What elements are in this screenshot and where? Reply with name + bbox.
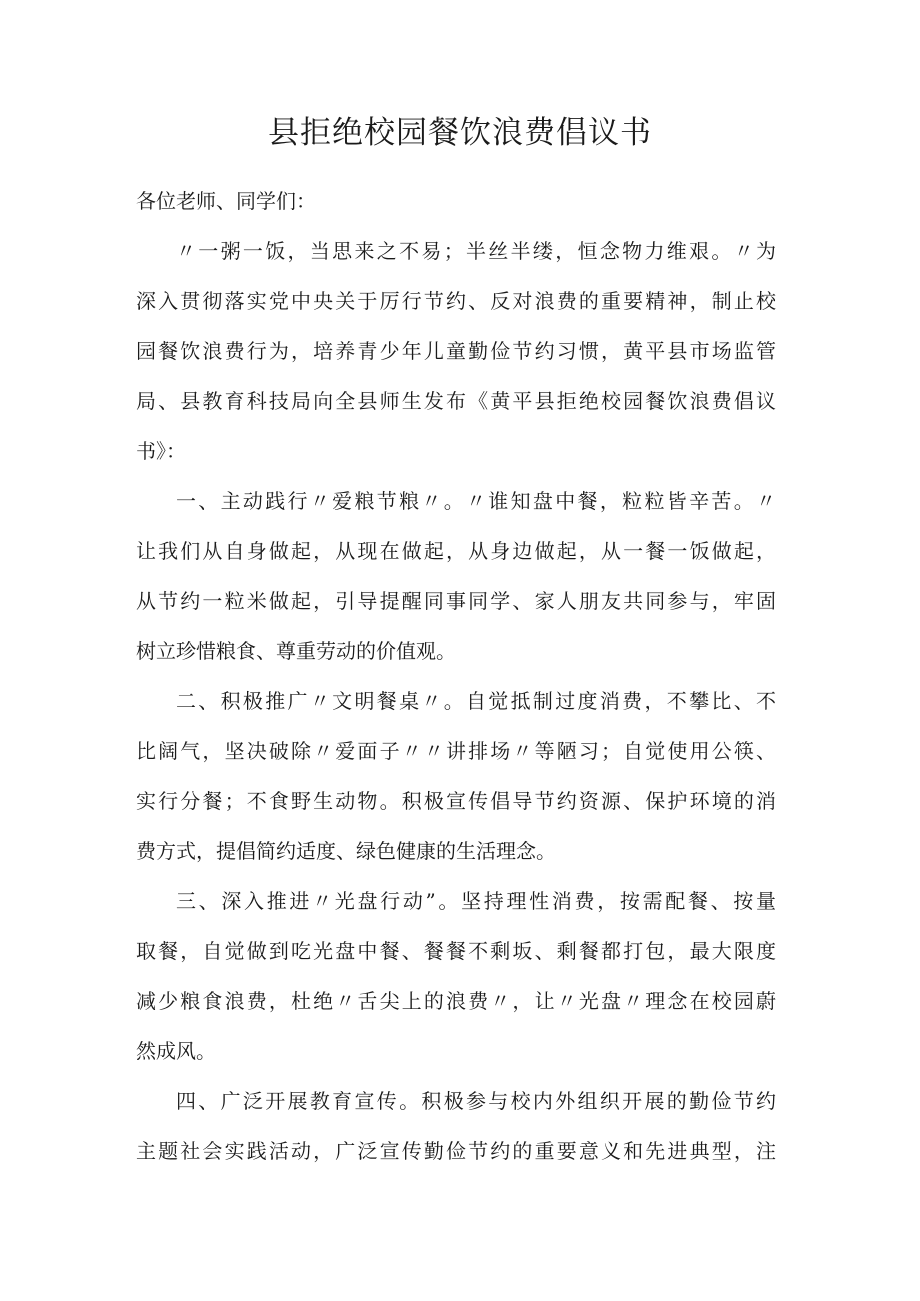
text-line: 主题社会实践活动，广泛宣传勤俭节约的重要意义和先进典型，注 [136,1139,776,1163]
text-line: 四、广泛开展教育宣传。积极参与校内外组织开展的勤俭节约 [176,1089,776,1113]
text-line: 二、积极推广〃文明餐桌〃。自觉抵制过度消费，不攀比、不 [176,689,776,713]
document-title: 县拒绝校园餐饮浪费倡议书 [268,115,652,151]
text-line: 从节约一粒米做起，引导提醒同事同学、家人朋友共同参与，牢固 [136,589,776,613]
text-line: 让我们从自身做起，从现在做起，从身边做起，从一餐一饭做起， [136,539,776,563]
text-line: 〃一粥一饭，当思来之不易；半丝半缕，恒念物力维艰。〃为 [176,239,776,263]
text-line: 一、主动践行〃爱粮节粮〃。〃谁知盘中餐，粒粒皆辛苦。〃 [176,489,776,513]
text-line: 深入贯彻落实党中央关于厉行节约、反对浪费的重要精神，制止校 [136,289,776,313]
text-line: 比阔气，坚决破除〃爱面子〃〃讲排场〃等陋习；自觉使用公筷、 [136,739,776,763]
salutation: 各位老师、同学们： [136,189,316,213]
paragraph-intro [136,226,776,476]
text-line: 树立珍惜粮食、尊重劳动的价值观。 [136,639,456,663]
text-line: 三、深入推进〃光盘行动”。坚持理性消费，按需配餐、按量 [176,889,776,913]
text-line: 然成风。 [136,1039,216,1063]
text-line: 减少粮食浪费，杜绝〃舌尖上的浪费〃，让〃光盘〃理念在校园蔚 [136,989,776,1013]
paragraph-item-2 [136,676,776,876]
text-line: 书》： [136,439,186,463]
text-line: 费方式，提倡简约适度、绿色健康的生活理念。 [136,839,556,863]
text-line: 实行分餐；不食野生动物。积极宣传倡导节约资源、保护环境的消 [136,789,776,813]
document-body [136,176,776,1176]
paragraph-item-3 [136,876,776,1076]
paragraph-item-4 [136,1076,776,1176]
text-line: 局、县教育科技局向全县师生发布《黄平县拒绝校园餐饮浪费倡议 [136,389,776,413]
paragraph-item-1 [136,476,776,676]
text-line: 园餐饮浪费行为，培养青少年儿童勤俭节约习惯，黄平县市场监管 [136,339,776,363]
text-line: 取餐，自觉做到吃光盘中餐、餐餐不剩坂、剩餐都打包，最大限度 [136,939,776,963]
